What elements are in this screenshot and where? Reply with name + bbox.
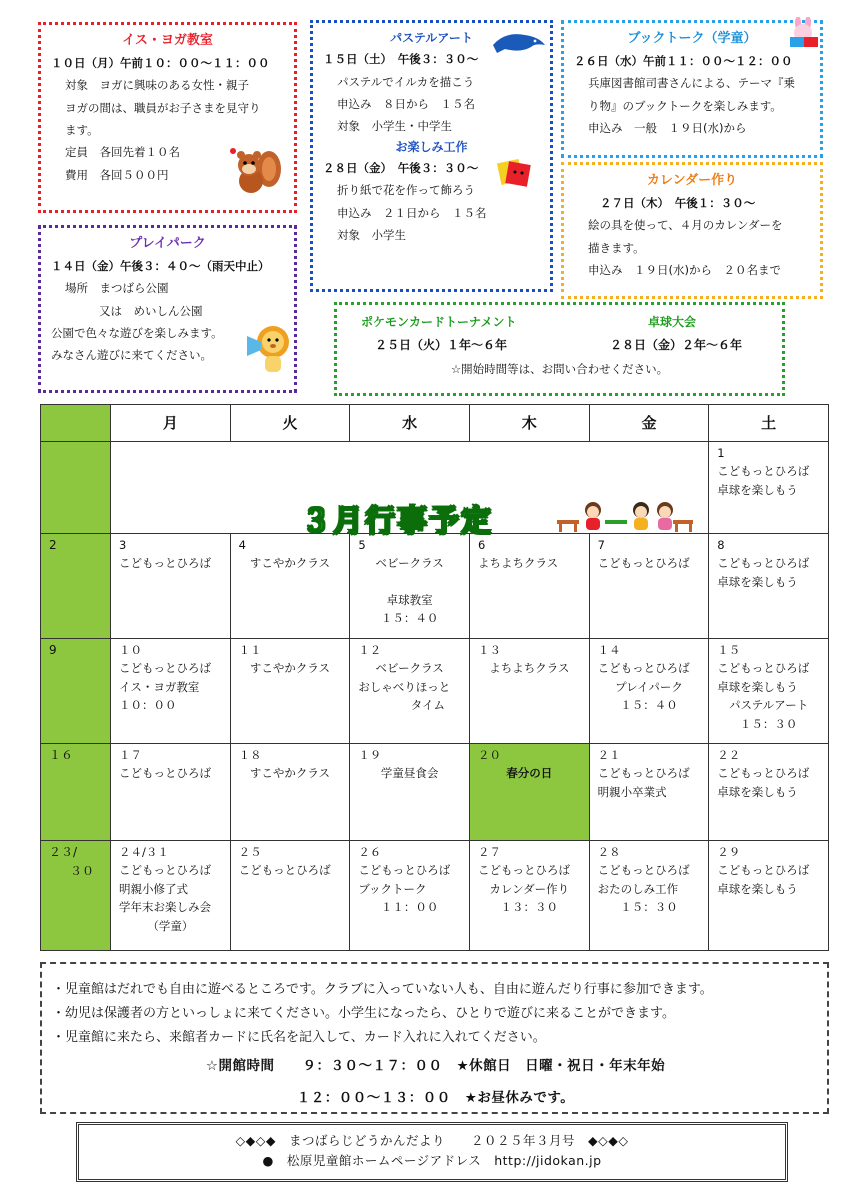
day-event: すこやかクラス bbox=[249, 556, 331, 571]
play-park-line: 又は めいしん公園 bbox=[99, 303, 203, 318]
day-number: １３ bbox=[477, 643, 501, 657]
play-park-line: 公園で色々な遊びを楽しみます。 bbox=[51, 326, 223, 341]
table-tennis-title: 卓球大会 bbox=[647, 315, 696, 329]
crafts-date: ２８日（金） 午後３：３０～ bbox=[323, 161, 479, 176]
day-event: こどもっとひろば bbox=[597, 766, 690, 781]
book-talk-line: り物』のブックトークを楽しみます。 bbox=[588, 98, 782, 113]
day-cell bbox=[230, 841, 350, 951]
rabbit-book-icon bbox=[784, 17, 824, 51]
day-event: ベビークラス bbox=[375, 661, 444, 676]
header-thu: 木 bbox=[469, 405, 589, 442]
day-number: ２４/３１ bbox=[119, 845, 169, 859]
day-event: ベビークラス bbox=[375, 556, 444, 571]
day-number: １０ bbox=[119, 643, 142, 657]
day-number: ２２ bbox=[717, 748, 741, 762]
yoga-title: イス・ヨガ教室 bbox=[122, 33, 213, 48]
day-number: ２０ bbox=[477, 748, 501, 762]
header-sat: 土 bbox=[709, 405, 829, 442]
yoga-date: １０日（月）午前１０：００～１１：００ bbox=[51, 55, 270, 70]
dolphin-icon bbox=[491, 29, 547, 55]
book-talk-date: ２６日（水）午前１１：００～１２：００ bbox=[574, 53, 793, 68]
day-event: １５：４０ bbox=[380, 611, 439, 626]
calendar-craft-date: ２７日（木） 午後１：３０～ bbox=[600, 195, 756, 210]
day-event bbox=[358, 573, 461, 591]
day-event: こどもっとひろば bbox=[119, 766, 211, 781]
day-number: １９ bbox=[358, 748, 382, 762]
tournament-box bbox=[334, 302, 785, 396]
day-cell bbox=[350, 841, 470, 951]
origami-paper-icon bbox=[495, 153, 535, 193]
pastel-art-line: パステルでイルカを描こう bbox=[337, 74, 475, 89]
day-event: １５：３０ bbox=[620, 900, 678, 915]
holiday-cell bbox=[469, 744, 589, 841]
children-table-tennis-icon bbox=[555, 498, 695, 534]
book-talk-line: 申込み 一般 １９日(水)から bbox=[588, 121, 747, 136]
day-event: おしゃべりほっと bbox=[358, 679, 451, 694]
day-event: すこやかクラス bbox=[249, 661, 331, 676]
day-number: ２８ bbox=[597, 845, 621, 859]
day-number: １７ bbox=[119, 748, 142, 762]
day-event: （学童） bbox=[147, 918, 194, 933]
day-event: こどもっとひろば bbox=[717, 863, 810, 878]
calendar-craft-line: 申込み １９日(水)から ２０名まで bbox=[588, 263, 781, 278]
header-wed: 水 bbox=[350, 405, 470, 442]
day-event: ブックトーク bbox=[358, 881, 427, 896]
day-number: ２７ bbox=[477, 845, 501, 859]
day-number: ２６ bbox=[358, 845, 382, 859]
week-label-start: ２３/ bbox=[49, 845, 78, 859]
note-line: ・児童館に来たら、来館者カードに氏名を記入して、カード入れに入れてください。 bbox=[52, 1030, 546, 1045]
play-park-line: みなさん遊びに来てください。 bbox=[51, 348, 212, 363]
table-tennis-date: ２８日（金）２年～６年 bbox=[609, 338, 742, 353]
day-number: ２５ bbox=[238, 845, 262, 859]
day-event: １３：３０ bbox=[500, 900, 559, 915]
calendar-craft-title: カレンダー作り bbox=[646, 173, 738, 188]
day-event: こどもっとひろば bbox=[717, 464, 810, 479]
calendar-craft-line: 絵の具を使って、４月のカレンダーを bbox=[588, 218, 783, 233]
day-event: カレンダー作り bbox=[489, 881, 570, 896]
day-event: こどもっとひろば bbox=[119, 661, 211, 676]
day-event: こどもっとひろば bbox=[477, 863, 570, 878]
day-cell bbox=[111, 744, 231, 841]
notes-box bbox=[40, 962, 829, 1114]
day-cell bbox=[469, 534, 589, 639]
day-number: １５ bbox=[717, 643, 741, 657]
pokemon-title: ポケモンカードトーナメント bbox=[361, 315, 517, 329]
day-event: 明親小卒業式 bbox=[597, 784, 667, 799]
homepage-address[interactable]: ● 松原児童館ホームページアドレス http://jidokan.jp bbox=[262, 1153, 602, 1168]
day-number: ２９ bbox=[717, 845, 741, 859]
day-event: 卓球を楽しもう bbox=[717, 482, 798, 497]
day-cell bbox=[230, 534, 350, 639]
day-cell bbox=[709, 639, 829, 744]
yoga-line: 費用 各回５００円 bbox=[65, 167, 169, 182]
calendar-corner bbox=[41, 405, 111, 442]
play-park-line: 場所 まつばら公園 bbox=[65, 281, 169, 296]
yoga-event-box bbox=[38, 22, 297, 213]
event-calendar bbox=[40, 404, 829, 951]
day-cell bbox=[709, 534, 829, 639]
day-event: １０：００ bbox=[119, 698, 177, 713]
day-number: １８ bbox=[238, 748, 262, 762]
pastel-art-line: 申込み ８日から １５名 bbox=[337, 97, 475, 112]
day-event: １１：００ bbox=[380, 900, 439, 915]
pokemon-date: ２５日（火）１年～６年 bbox=[375, 338, 508, 353]
lion-megaphone-icon bbox=[243, 322, 293, 376]
play-park-title: プレイパーク bbox=[129, 236, 206, 251]
day-cell bbox=[230, 744, 350, 841]
yoga-line: ます。 bbox=[65, 123, 99, 138]
day-cell bbox=[589, 744, 709, 841]
day-event: こどもっとひろば bbox=[119, 863, 211, 878]
yoga-line: 定員 各回先着１０名 bbox=[65, 145, 180, 160]
week-label bbox=[41, 841, 111, 951]
squirrel-icon bbox=[227, 143, 283, 199]
day-event: プレイパーク bbox=[615, 679, 683, 694]
day-event: パステルアート bbox=[728, 698, 809, 713]
day-number: 4 bbox=[238, 538, 246, 552]
day-cell bbox=[709, 744, 829, 841]
header-mon: 月 bbox=[111, 405, 231, 442]
lunch-break: １２：００～１３：００ ★お昼休みです。 bbox=[296, 1090, 575, 1106]
day-event: １５：４０ bbox=[620, 698, 678, 713]
day-number: 1 bbox=[717, 446, 725, 460]
day-event: 卓球を楽しもう bbox=[717, 679, 798, 694]
book-talk-box bbox=[561, 20, 823, 158]
month-title-cell bbox=[111, 442, 709, 539]
yoga-line: 対象 ヨガに興味のある女性・親子 bbox=[65, 78, 249, 93]
crafts-title: お楽しみ工作 bbox=[395, 139, 468, 154]
crafts-line: 申込み ２１日から １５名 bbox=[337, 205, 487, 220]
crafts-line: 折り紙で花を作って飾ろう bbox=[337, 183, 475, 198]
day-cell bbox=[589, 841, 709, 951]
day-event: よちよちクラス bbox=[477, 556, 559, 571]
header-tue: 火 bbox=[230, 405, 350, 442]
day-cell bbox=[111, 841, 231, 951]
day-cell bbox=[111, 534, 231, 639]
day-number: 3 bbox=[119, 538, 127, 552]
play-park-date: １４日（金）午後３：４０～（雨天中止） bbox=[51, 258, 270, 273]
day-number: ２１ bbox=[597, 748, 621, 762]
pastel-art-date: １５日（土） 午後３：３０～ bbox=[323, 52, 479, 67]
yoga-line: ヨガの間は、職員がお子さまを見守り bbox=[65, 100, 261, 115]
day-cell bbox=[709, 442, 829, 534]
day-event: 卓球を楽しもう bbox=[717, 574, 798, 589]
week-label bbox=[41, 442, 111, 534]
day-number: 6 bbox=[477, 538, 486, 552]
day-cell bbox=[589, 534, 709, 639]
book-talk-line: 兵庫図書館司書さんによる、テーマ『乗 bbox=[588, 76, 795, 91]
week-label: 2 bbox=[41, 534, 111, 639]
day-cell bbox=[350, 534, 470, 639]
day-number: 8 bbox=[717, 538, 725, 552]
day-event: １５：３０ bbox=[739, 716, 798, 731]
day-cell bbox=[111, 639, 231, 744]
day-cell bbox=[350, 639, 470, 744]
week-label: 9 bbox=[41, 639, 111, 744]
day-event: イス・ヨガ教室 bbox=[119, 679, 200, 694]
pastel-art-box bbox=[310, 20, 553, 292]
day-cell bbox=[230, 639, 350, 744]
day-event: 明親小修了式 bbox=[119, 881, 188, 896]
week-label: １６ bbox=[41, 744, 111, 841]
day-event: こどもっとひろば bbox=[358, 863, 451, 878]
day-cell bbox=[350, 744, 470, 841]
day-event: こどもっとひろば bbox=[119, 556, 211, 571]
pastel-art-title: パステルアート bbox=[390, 31, 473, 45]
day-event: こどもっとひろば bbox=[597, 661, 690, 676]
day-event: こどもっとひろば bbox=[597, 556, 690, 571]
day-event: 学童昼食会 bbox=[380, 766, 439, 781]
day-cell bbox=[469, 841, 589, 951]
day-event: 卓球教室 bbox=[386, 592, 433, 607]
day-number: 5 bbox=[358, 538, 366, 552]
day-number: １１ bbox=[238, 643, 262, 657]
day-number: １２ bbox=[358, 643, 382, 657]
newsletter-title: ◇◆◇◆ まつばらじどうかんだより ２０２５年３月号 ◆◇◆◇ bbox=[235, 1133, 629, 1148]
note-line: ・児童館はだれでも自由に遊べるところです。クラブに入っていない人も、自由に遊んだり行事に参加できます。 bbox=[52, 982, 713, 997]
play-park-box bbox=[38, 225, 297, 393]
holiday-name: 春分の日 bbox=[506, 766, 553, 781]
day-number: １４ bbox=[597, 643, 621, 657]
day-event: よちよちクラス bbox=[489, 661, 570, 676]
tournament-note: ☆開始時間等は、お問い合わせください。 bbox=[450, 361, 669, 376]
day-event: 学年末お楽しみ会 bbox=[119, 900, 211, 915]
day-cell bbox=[709, 841, 829, 951]
day-event: 卓球を楽しもう bbox=[717, 881, 798, 896]
crafts-line: 対象 小学生 bbox=[337, 228, 406, 243]
calendar-craft-box bbox=[561, 162, 823, 299]
day-cell bbox=[589, 639, 709, 744]
header-fri: 金 bbox=[589, 405, 709, 442]
day-event: タイム bbox=[410, 698, 445, 713]
day-number: 7 bbox=[597, 538, 605, 552]
note-line: ・幼児は保護者の方といっしょに来てください。小学生になったら、ひとりで遊びに来ることができます。 bbox=[52, 1006, 675, 1021]
day-event: おたのしみ工作 bbox=[597, 881, 679, 896]
day-event: こどもっとひろば bbox=[717, 766, 810, 781]
day-event: こどもっとひろば bbox=[717, 556, 810, 571]
day-event: こどもっとひろば bbox=[238, 863, 331, 878]
calendar-craft-line: 描きます。 bbox=[588, 240, 645, 255]
month-title: ３月行事予定 bbox=[301, 504, 493, 539]
footer bbox=[76, 1122, 788, 1182]
opening-hours: ☆開館時間 ９：３０～１７：００ ★休館日 日曜・祝日・年末年始 bbox=[205, 1058, 666, 1074]
week-label-end: ３０ bbox=[69, 864, 94, 879]
day-event: すこやかクラス bbox=[249, 766, 331, 781]
pastel-art-line: 対象 小学生・中学生 bbox=[337, 119, 452, 134]
book-talk-title: ブックトーク（学童） bbox=[627, 31, 757, 46]
day-event: こどもっとひろば bbox=[717, 661, 810, 676]
day-cell bbox=[469, 639, 589, 744]
day-event: 卓球を楽しもう bbox=[717, 784, 798, 799]
day-event: こどもっとひろば bbox=[597, 863, 690, 878]
